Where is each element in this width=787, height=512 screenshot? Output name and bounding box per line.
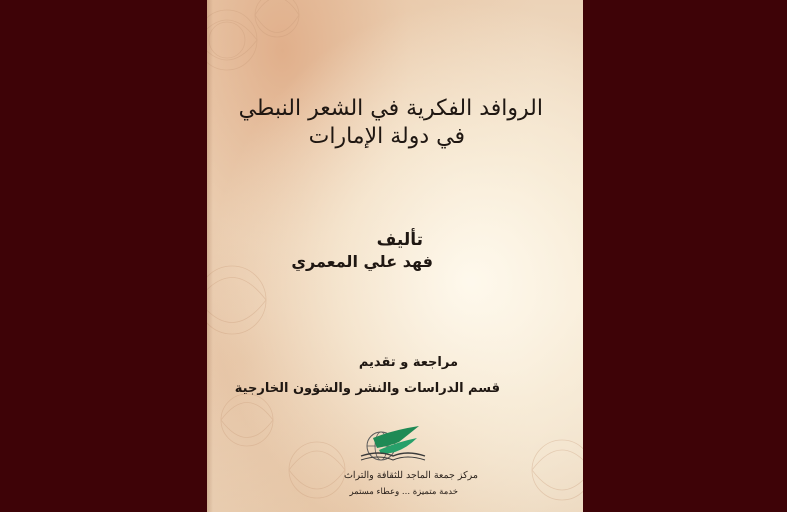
background-left — [0, 0, 207, 512]
publisher-name: مركز جمعة الماجد للثقافة والتراث — [343, 470, 478, 481]
book-cover — [207, 0, 583, 512]
book-title-line2: في دولة الإمارات — [308, 124, 465, 149]
book-title-line1: الروافد الفكرية في الشعر النبطي — [238, 96, 543, 121]
review-label: مراجعة و تقديم — [358, 355, 458, 370]
book-globe-logo-icon — [359, 420, 427, 464]
author-label: تأليف — [376, 230, 423, 250]
author-name: فهد علي المعمري — [291, 252, 433, 271]
spine-shadow — [207, 0, 213, 512]
review-department: قسم الدراسات والنشر والشؤون الخارجية — [234, 381, 500, 396]
background-right — [583, 0, 787, 512]
publisher-slogan: خدمة متميزة ... وعطاء مستمر — [349, 487, 458, 497]
